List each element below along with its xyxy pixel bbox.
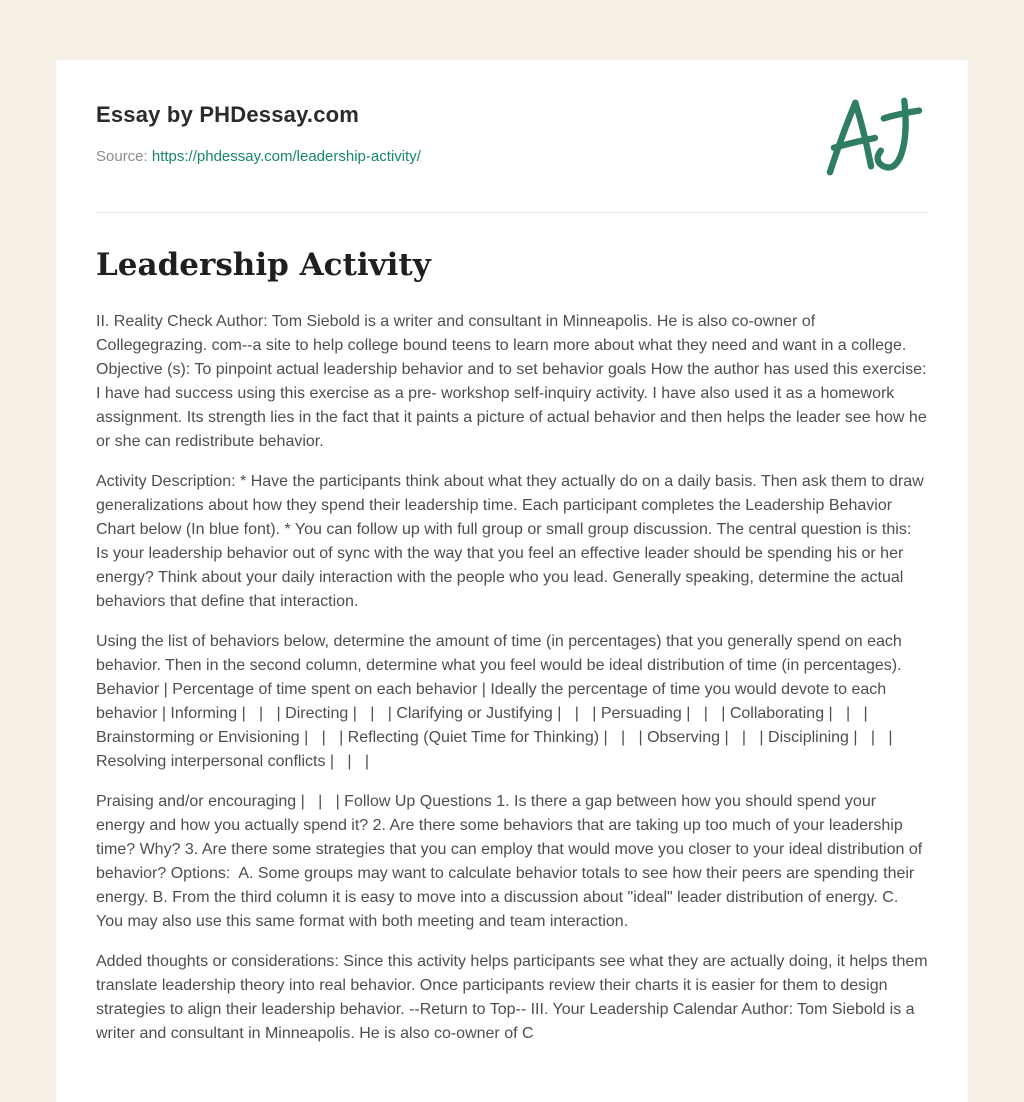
a-plus-logo-icon	[818, 92, 928, 182]
essay-header	[96, 84, 928, 213]
essay-body	[96, 310, 936, 1046]
essay-paragraph: Using the list of behaviors below, determine the amount of time (in percentages) that you generally spend on each behavior. Then in the second column, determine what you feel would be ideal distribution of time (in percentages). Behavior | Percentage of time spent on each behavior | Ideally the percentage of time you would devote to each behavior | Informing | | | Directing | | | Clarifying or Justifying | | | Persuading | | | Collaborating | | | Brainstorming or Envisioning | | | Reflecting (Quiet Time for Thinking) | | | Observing | | | Disciplining | | | Resolving interpersonal conflicts | | |	[96, 633, 907, 770]
header-text-block	[96, 84, 421, 165]
site-heading: Essay by PHDessay.com	[96, 102, 360, 127]
source-line	[96, 148, 421, 165]
source-link[interactable]: https://phdessay.com/leadership-activity/	[151, 148, 421, 165]
essay-paragraph: Added thoughts or considerations: Since this activity helps participants see what they are actually doing, it helps them translate leadership theory into real behavior. Once participants review their charts it is easier for them to design strategies to align their leadership behavior. --Return to Top-- III. Your Leadership Calendar Author: Tom Siebold is a writer and consultant in Minneapolis. He is also co-owner of C	[96, 953, 933, 1042]
essay-paragraph: Praising and/or encouraging | | | Follow Up Questions 1. Is there a gap between how you should spend your energy and how you actually spend it? 2. Are there some behaviors that are taking up too much of your leadership time? Why? 3. Are there some strategies that you can employ that would move you closer to your ideal distribution of behavior? Options: A. Some groups may want to calculate behavior totals to see how their peers are spending their energy. B. From the third column it is easy to move into a discussion about "ideal" leader distribution of energy. C. You may also use this same format with both meeting and team interaction.	[96, 793, 927, 930]
essay-card	[56, 60, 968, 1102]
source-label: Source:	[96, 148, 148, 165]
essay-title: Leadership Activity	[96, 247, 431, 283]
essay-paragraph: II. Reality Check Author: Tom Siebold is a writer and consultant in Minneapolis. He is also co-owner of Collegegrazing. com--a site to help college bound teens to learn more about what they need and want in a college. Objective (s): To pinpoint actual leadership behavior and to set behavior goals How the author has used this exercise: I have had success using this exercise as a pre- workshop self-inquiry activity. I have also used it as a homework assignment. Its strength lies in the fact that it paints a picture of actual behavior and then helps the leader see how he or she can redistribute behavior.	[96, 313, 936, 450]
phdessay-logo	[818, 92, 928, 182]
page-background	[0, 60, 1024, 1102]
essay-paragraph: Activity Description: * Have the participants think about what they actually do on a daily basis. Then ask them to draw generalizations about how they spend their leadership time. Each participant completes the Leadership Behavior Chart below (In blue font). * You can follow up with full group or small group discussion. The central question is this: Is your leadership behavior out of sync with the way that you feel an effective leader should be spending his or her energy? Think about your daily interaction with the people who you lead. Generally speaking, determine the actual behaviors that define that interaction.	[96, 473, 929, 610]
